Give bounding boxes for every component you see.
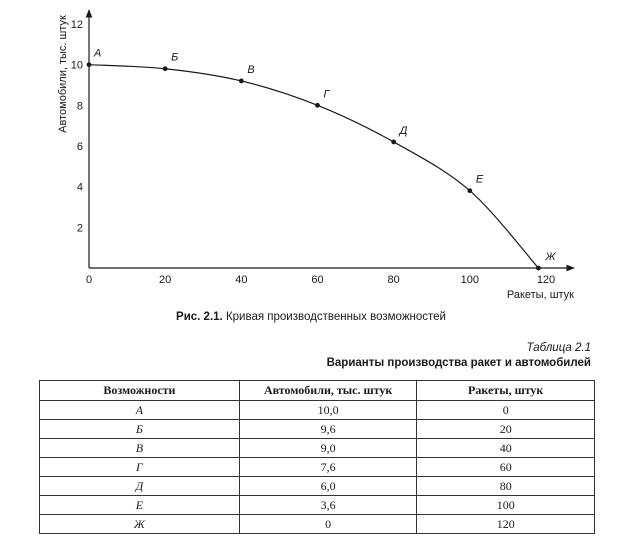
x-tick-label: 100: [460, 274, 480, 286]
header-possibilities: Возможности: [40, 381, 240, 401]
cell-cars: 6,0: [239, 477, 417, 496]
cell-cars: 9,0: [239, 439, 417, 458]
y-axis-label: Автомобили, тыс. штук: [57, 15, 69, 133]
header-cars: Автомобили, тыс. штук: [239, 381, 417, 401]
table-row: [40, 420, 595, 439]
data-point: [391, 140, 396, 145]
table-number: Таблица 2.1: [526, 342, 591, 354]
table-header-row: [40, 381, 595, 401]
cell-rockets: 80: [417, 477, 595, 496]
data-point: [163, 66, 168, 71]
data-point: [467, 188, 472, 193]
cell-cars: 0: [239, 515, 417, 534]
y-tick-label: 10: [70, 59, 83, 72]
cell-rockets: 120: [417, 515, 595, 534]
x-tick-label: 40: [235, 274, 248, 286]
ppf-curve: [89, 65, 538, 268]
x-axis-label: Ракеты, штук: [506, 289, 574, 301]
point-label: Ж: [545, 251, 556, 263]
table-row: [40, 477, 595, 496]
y-tick-label: 6: [76, 141, 83, 153]
table-title: Варианты производства ракет и автомобилей: [326, 357, 591, 369]
cell-possibility: Ж: [40, 515, 240, 534]
cell-cars: 9,6: [239, 420, 417, 439]
point-label: Д: [399, 124, 408, 137]
cell-possibility: Д: [40, 477, 240, 496]
point-label: В: [247, 63, 255, 76]
cell-possibility: Е: [40, 496, 240, 515]
figure-caption: [0, 311, 622, 323]
point-label: А: [94, 47, 102, 60]
cell-rockets: 40: [417, 439, 595, 458]
table-row: [40, 458, 595, 477]
cell-rockets: 100: [417, 496, 595, 515]
cell-rockets: 0: [417, 401, 595, 420]
production-table: [39, 380, 595, 534]
cell-possibility: Г: [40, 458, 240, 477]
data-point: [315, 103, 320, 108]
y-tick-label: 4: [76, 181, 83, 194]
data-point: [239, 79, 244, 84]
cell-cars: 3,6: [239, 496, 417, 515]
table-row: [40, 401, 595, 420]
cell-possibility: А: [40, 401, 240, 420]
x-tick-label: 120: [536, 274, 556, 286]
point-label: Г: [323, 88, 330, 101]
cell-rockets: 60: [417, 458, 595, 477]
point-label: Е: [475, 173, 484, 186]
x-tick-label: 0: [85, 274, 93, 286]
y-tick-label: 2: [76, 222, 83, 235]
data-point: [87, 62, 92, 67]
x-tick-label: 20: [159, 274, 172, 286]
figure-title: Кривая производственных возможностей: [225, 311, 446, 323]
header-rockets: Ракеты, штук: [417, 381, 595, 401]
cell-cars: 10,0: [239, 401, 417, 420]
table-row: [40, 496, 595, 515]
x-tick-label: 80: [387, 274, 400, 286]
cell-possibility: В: [40, 439, 240, 458]
x-tick-label: 60: [311, 274, 324, 286]
data-point: [536, 266, 541, 271]
cell-cars: 7,6: [239, 458, 417, 477]
y-tick-label: 8: [76, 100, 83, 113]
cell-rockets: 20: [417, 420, 595, 439]
cell-possibility: Б: [40, 420, 240, 439]
y-tick-label: 12: [70, 19, 83, 31]
point-label: Б: [171, 51, 179, 64]
figure-number: Рис. 2.1.: [176, 311, 223, 323]
table-row: [40, 439, 595, 458]
table-row: [40, 515, 595, 534]
